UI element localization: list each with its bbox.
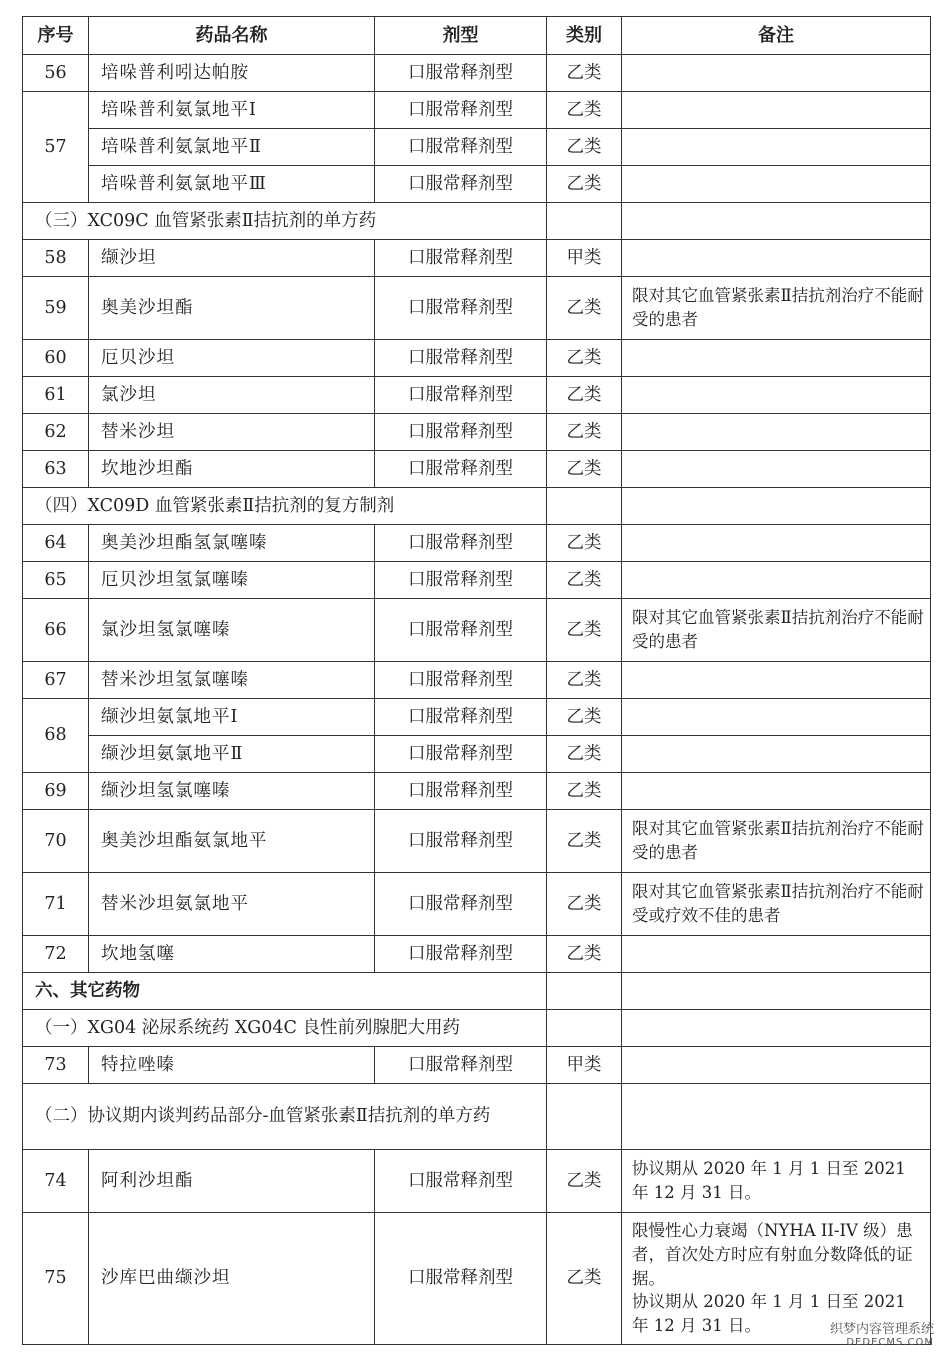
dosage-form: 口服常释剂型 [375, 936, 547, 973]
drug-category: 乙类 [547, 662, 622, 699]
dosage-form: 口服常释剂型 [375, 277, 547, 340]
remarks [622, 377, 931, 414]
section-row [23, 1084, 931, 1150]
row-number: 70 [23, 810, 89, 873]
table-row [23, 277, 931, 340]
drug-name: 培哚普利氨氯地平Ⅱ [89, 129, 375, 166]
drug-name: 氯沙坦 [89, 377, 375, 414]
remarks [622, 55, 931, 92]
dosage-form: 口服常释剂型 [375, 525, 547, 562]
table-row [23, 92, 931, 129]
drug-category: 乙类 [547, 166, 622, 203]
section-row [23, 1010, 931, 1047]
row-number: 58 [23, 240, 89, 277]
empty-category-cell [547, 973, 622, 1010]
remarks [622, 240, 931, 277]
remarks: 限对其它血管紧张素Ⅱ拮抗剂治疗不能耐受的患者 [622, 599, 931, 662]
section-row [23, 488, 931, 525]
empty-category-cell [547, 1084, 622, 1150]
table-row [23, 562, 931, 599]
table-row [23, 451, 931, 488]
table-row [23, 414, 931, 451]
header-no: 序号 [23, 17, 89, 55]
table-row [23, 1047, 931, 1084]
dosage-form: 口服常释剂型 [375, 1047, 547, 1084]
drug-name: 替米沙坦 [89, 414, 375, 451]
remarks: 协议期从 2020 年 1 月 1 日至 2021 年 12 月 31 日。 [622, 1150, 931, 1213]
drug-name: 替米沙坦氢氯噻嗪 [89, 662, 375, 699]
row-number: 56 [23, 55, 89, 92]
drug-category: 乙类 [547, 736, 622, 773]
remarks: 限对其它血管紧张素Ⅱ拮抗剂治疗不能耐受的患者 [622, 810, 931, 873]
drug-name: 坎地氢噻 [89, 936, 375, 973]
dosage-form: 口服常释剂型 [375, 92, 547, 129]
dosage-form: 口服常释剂型 [375, 377, 547, 414]
dosage-form: 口服常释剂型 [375, 240, 547, 277]
remarks [622, 562, 931, 599]
watermark-url: DEDECMS.COM [846, 1337, 934, 1348]
dosage-form: 口服常释剂型 [375, 699, 547, 736]
table-row [23, 1150, 931, 1213]
section-title: （二）协议期内谈判药品部分-血管紧张素Ⅱ拮抗剂的单方药 [23, 1084, 547, 1150]
drug-name: 替米沙坦氨氯地平 [89, 873, 375, 936]
watermark-title: 织梦内容管理系统 [829, 1322, 934, 1337]
drug-name: 氯沙坦氢氯噻嗪 [89, 599, 375, 662]
table-row [23, 55, 931, 92]
category-title: 六、其它药物 [23, 973, 547, 1010]
dosage-form: 口服常释剂型 [375, 810, 547, 873]
table-row [23, 736, 931, 773]
drug-list-table [22, 16, 931, 1345]
empty-remarks-cell [622, 1010, 931, 1047]
row-number: 73 [23, 1047, 89, 1084]
remarks [622, 451, 931, 488]
dosage-form: 口服常释剂型 [375, 873, 547, 936]
drug-name: 培哚普利氨氯地平Ⅰ [89, 92, 375, 129]
dosage-form: 口服常释剂型 [375, 1150, 547, 1213]
remarks [622, 699, 931, 736]
row-number: 72 [23, 936, 89, 973]
remarks [622, 414, 931, 451]
drug-name: 培哚普利氨氯地平Ⅲ [89, 166, 375, 203]
table-row [23, 936, 931, 973]
dosage-form: 口服常释剂型 [375, 451, 547, 488]
drug-category: 乙类 [547, 340, 622, 377]
empty-remarks-cell [622, 1084, 931, 1150]
drug-name: 特拉唑嗪 [89, 1047, 375, 1084]
dosage-form: 口服常释剂型 [375, 662, 547, 699]
row-number: 75 [23, 1213, 89, 1345]
header-drug-name: 药品名称 [89, 17, 375, 55]
drug-category: 乙类 [547, 92, 622, 129]
section-title: （三）XC09C 血管紧张素Ⅱ拮抗剂的单方药 [23, 203, 547, 240]
drug-category: 乙类 [547, 414, 622, 451]
empty-remarks-cell [622, 973, 931, 1010]
header-category: 类别 [547, 17, 622, 55]
remarks [622, 936, 931, 973]
drug-name: 缬沙坦 [89, 240, 375, 277]
drug-name: 厄贝沙坦氢氯噻嗪 [89, 562, 375, 599]
drug-category: 乙类 [547, 129, 622, 166]
dosage-form: 口服常释剂型 [375, 599, 547, 662]
remarks [622, 662, 931, 699]
drug-category: 乙类 [547, 451, 622, 488]
dosage-form: 口服常释剂型 [375, 736, 547, 773]
drug-category: 乙类 [547, 936, 622, 973]
drug-category: 乙类 [547, 277, 622, 340]
row-number: 59 [23, 277, 89, 340]
table-row [23, 129, 931, 166]
dosage-form: 口服常释剂型 [375, 562, 547, 599]
drug-name: 阿利沙坦酯 [89, 1150, 375, 1213]
dosage-form: 口服常释剂型 [375, 340, 547, 377]
remarks [622, 773, 931, 810]
drug-name: 缬沙坦氢氯噻嗪 [89, 773, 375, 810]
drug-category: 甲类 [547, 1047, 622, 1084]
row-number: 67 [23, 662, 89, 699]
drug-category: 乙类 [547, 377, 622, 414]
dosage-form: 口服常释剂型 [375, 55, 547, 92]
empty-remarks-cell [622, 488, 931, 525]
drug-category: 甲类 [547, 240, 622, 277]
row-number: 60 [23, 340, 89, 377]
drug-name: 沙库巴曲缬沙坦 [89, 1213, 375, 1345]
empty-category-cell [547, 203, 622, 240]
drug-name: 坎地沙坦酯 [89, 451, 375, 488]
header-remarks: 备注 [622, 17, 931, 55]
section-title: （四）XC09D 血管紧张素Ⅱ拮抗剂的复方制剂 [23, 488, 547, 525]
table-row [23, 377, 931, 414]
remarks [622, 129, 931, 166]
table-row [23, 810, 931, 873]
drug-category: 乙类 [547, 55, 622, 92]
row-number: 68 [23, 699, 89, 773]
table-row [23, 525, 931, 562]
row-number: 62 [23, 414, 89, 451]
section-title: （一）XG04 泌尿系统药 XG04C 良性前列腺肥大用药 [23, 1010, 547, 1047]
row-number: 71 [23, 873, 89, 936]
dosage-form: 口服常释剂型 [375, 1213, 547, 1345]
row-number: 57 [23, 92, 89, 203]
dosage-form: 口服常释剂型 [375, 773, 547, 810]
drug-category: 乙类 [547, 1150, 622, 1213]
drug-category: 乙类 [547, 562, 622, 599]
table-row [23, 340, 931, 377]
drug-category: 乙类 [547, 1213, 622, 1345]
remarks [622, 166, 931, 203]
remarks: 限慢性心力衰竭（NYHA II-IV 级）患者，首次处方时应有射血分数降低的证据。 协议期从 2020 年 1 月 1 日至 2021 年 12 月 31 日。 [622, 1213, 931, 1345]
table-row [23, 240, 931, 277]
header-dosage-form: 剂型 [375, 17, 547, 55]
table-row [23, 662, 931, 699]
remarks [622, 1047, 931, 1084]
remarks [622, 525, 931, 562]
drug-name: 厄贝沙坦 [89, 340, 375, 377]
row-number: 69 [23, 773, 89, 810]
table-body [23, 55, 931, 1345]
remarks [622, 340, 931, 377]
drug-category: 乙类 [547, 873, 622, 936]
remarks [622, 92, 931, 129]
dosage-form: 口服常释剂型 [375, 414, 547, 451]
empty-remarks-cell [622, 203, 931, 240]
empty-category-cell [547, 1010, 622, 1047]
drug-category: 乙类 [547, 773, 622, 810]
table-row [23, 773, 931, 810]
remarks: 限对其它血管紧张素Ⅱ拮抗剂治疗不能耐受的患者 [622, 277, 931, 340]
drug-name: 缬沙坦氨氯地平Ⅱ [89, 736, 375, 773]
drug-name: 奥美沙坦酯 [89, 277, 375, 340]
table-row [23, 599, 931, 662]
dosage-form: 口服常释剂型 [375, 129, 547, 166]
drug-name: 培哚普利吲达帕胺 [89, 55, 375, 92]
table-row [23, 166, 931, 203]
row-number: 61 [23, 377, 89, 414]
row-number: 64 [23, 525, 89, 562]
row-number: 66 [23, 599, 89, 662]
drug-name: 奥美沙坦酯氨氯地平 [89, 810, 375, 873]
watermark [830, 1318, 934, 1348]
row-number: 65 [23, 562, 89, 599]
remarks: 限对其它血管紧张素Ⅱ拮抗剂治疗不能耐受或疗效不佳的患者 [622, 873, 931, 936]
drug-category: 乙类 [547, 525, 622, 562]
drug-category: 乙类 [547, 599, 622, 662]
section-row [23, 203, 931, 240]
drug-name: 奥美沙坦酯氢氯噻嗪 [89, 525, 375, 562]
drug-name: 缬沙坦氨氯地平Ⅰ [89, 699, 375, 736]
table-row [23, 873, 931, 936]
remarks [622, 736, 931, 773]
drug-category: 乙类 [547, 810, 622, 873]
table-row [23, 1213, 931, 1345]
empty-category-cell [547, 488, 622, 525]
row-number: 74 [23, 1150, 89, 1213]
row-number: 63 [23, 451, 89, 488]
drug-category: 乙类 [547, 699, 622, 736]
category-row [23, 973, 931, 1010]
dosage-form: 口服常释剂型 [375, 166, 547, 203]
table-header-row [23, 17, 931, 55]
table-row [23, 699, 931, 736]
